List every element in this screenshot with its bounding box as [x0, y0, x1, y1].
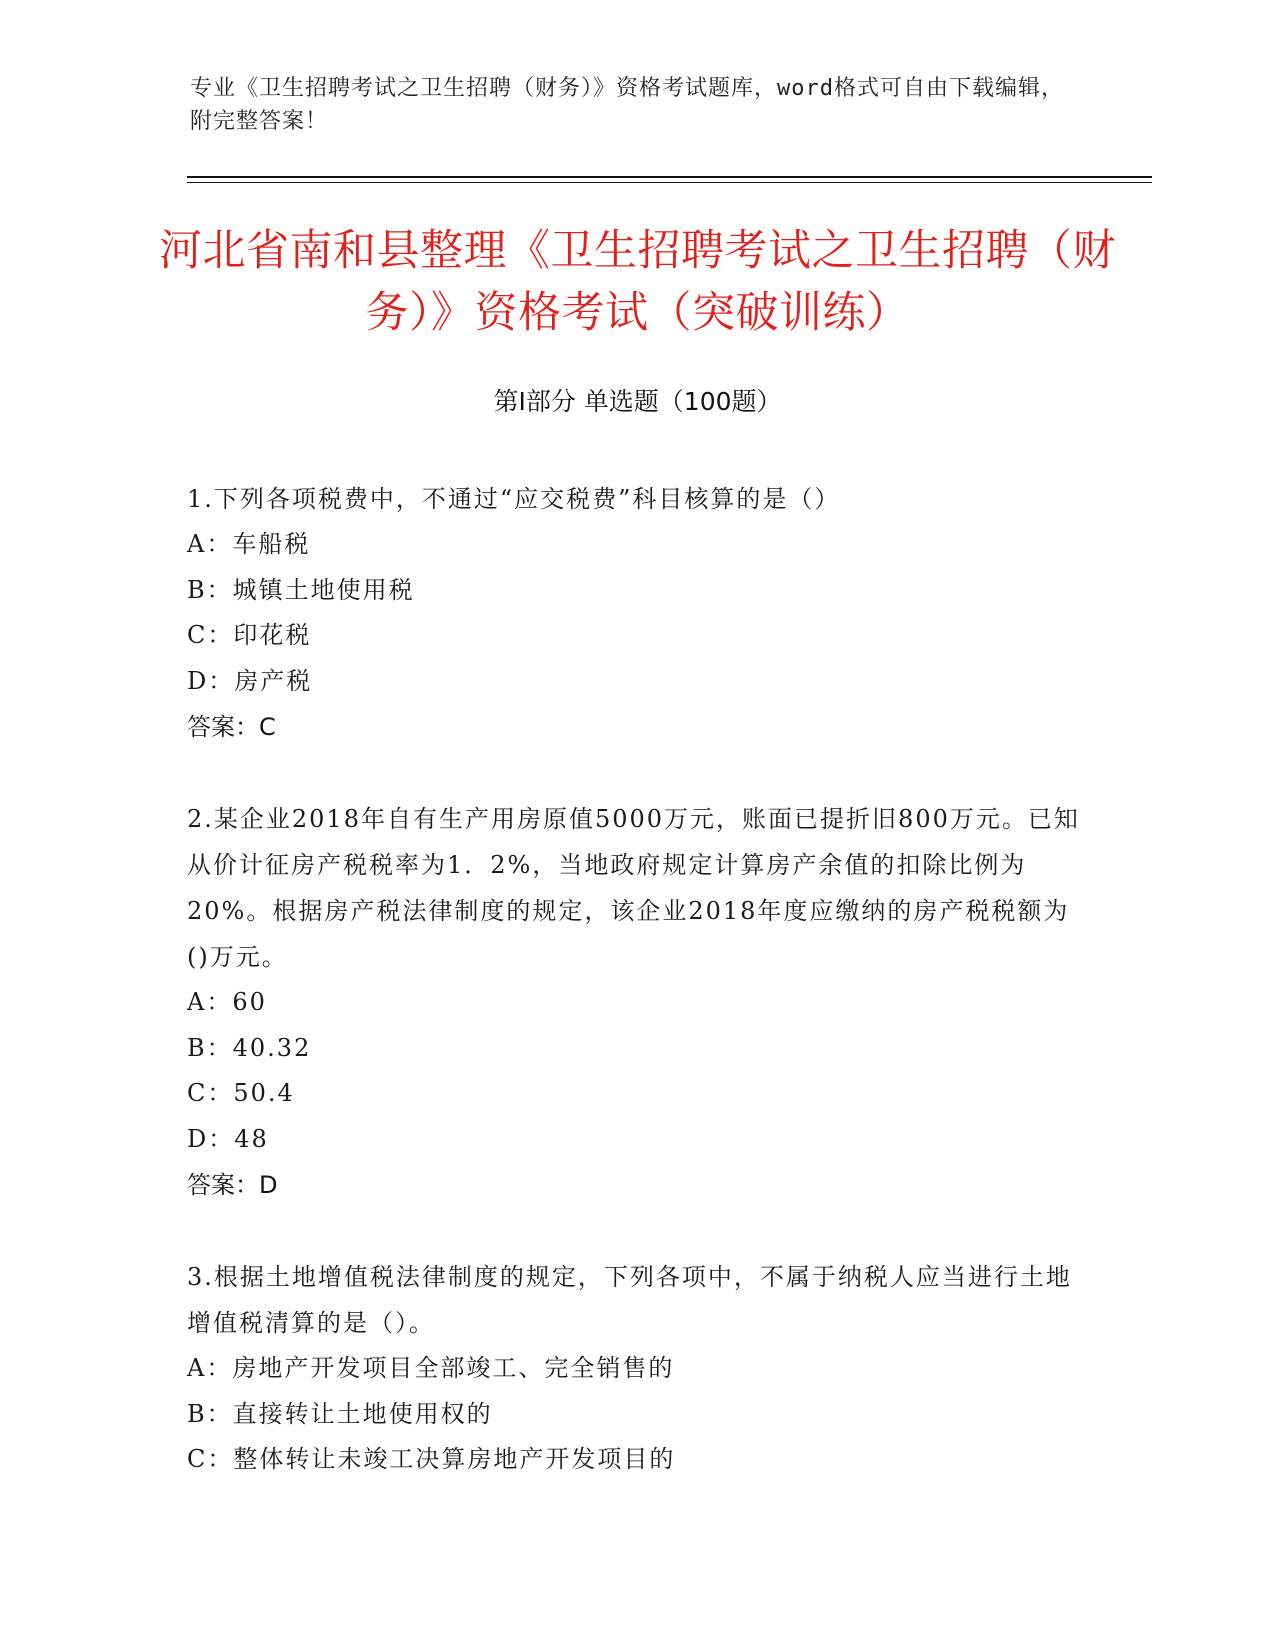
option-a: A：60: [187, 988, 267, 1016]
question-list: [187, 476, 1087, 1529]
option-c: C：整体转让未竣工决算房地产开发项目的: [187, 1445, 676, 1473]
question-3: [187, 1254, 1087, 1483]
header-divider-thin: [187, 182, 1152, 183]
option-d: D：48: [187, 1124, 269, 1153]
header-note: 专业《卫生招聘考试之卫生招聘（财务）》资格考试题库，word格式可自由下载编辑，附完整答案！: [190, 76, 1064, 134]
option-c: C：印花税: [187, 621, 312, 649]
option-b: B：40.32: [187, 1033, 312, 1062]
option-a: A：房地产开发项目全部竣工、完全销售的: [187, 1354, 675, 1382]
option-b: B：直接转让土地使用权的: [187, 1399, 493, 1428]
option-d: D：房产税: [187, 666, 313, 695]
option-c: C：50.4: [187, 1079, 295, 1107]
option-b: B：城镇土地使用税: [187, 575, 415, 604]
header-divider-thick: [187, 176, 1152, 178]
document-title: 河北省南和县整理《卫生招聘考试之卫生招聘（财务）》资格考试（突破训练）: [159, 226, 1116, 338]
question-2: [187, 796, 1087, 1208]
question-stem: 3.根据土地增值税法律制度的规定，下列各项中，不属于纳税人应当进行土地增值税清算的是（）。: [187, 1263, 1072, 1337]
answer: 答案：C: [187, 713, 276, 741]
option-a: A：车船税: [187, 530, 311, 558]
section-title: 第Ⅰ部分 单选题（100题）: [493, 387, 782, 416]
question-stem: 1.下列各项税费中，不通过“应交税费”科目核算的是（）: [187, 485, 841, 513]
question-1: [187, 476, 1087, 750]
answer: 答案：D: [187, 1171, 278, 1199]
question-stem: 2.某企业2018年自有生产用房原值5000万元，账面已提折旧800万元。已知从价计征房产税税率为1．2%，当地政府规定计算房产余值的扣除比例为20%。根据房产税法律制度的规定，该企业2018年度应缴纳的房产税税额为()万元。: [187, 805, 1080, 971]
